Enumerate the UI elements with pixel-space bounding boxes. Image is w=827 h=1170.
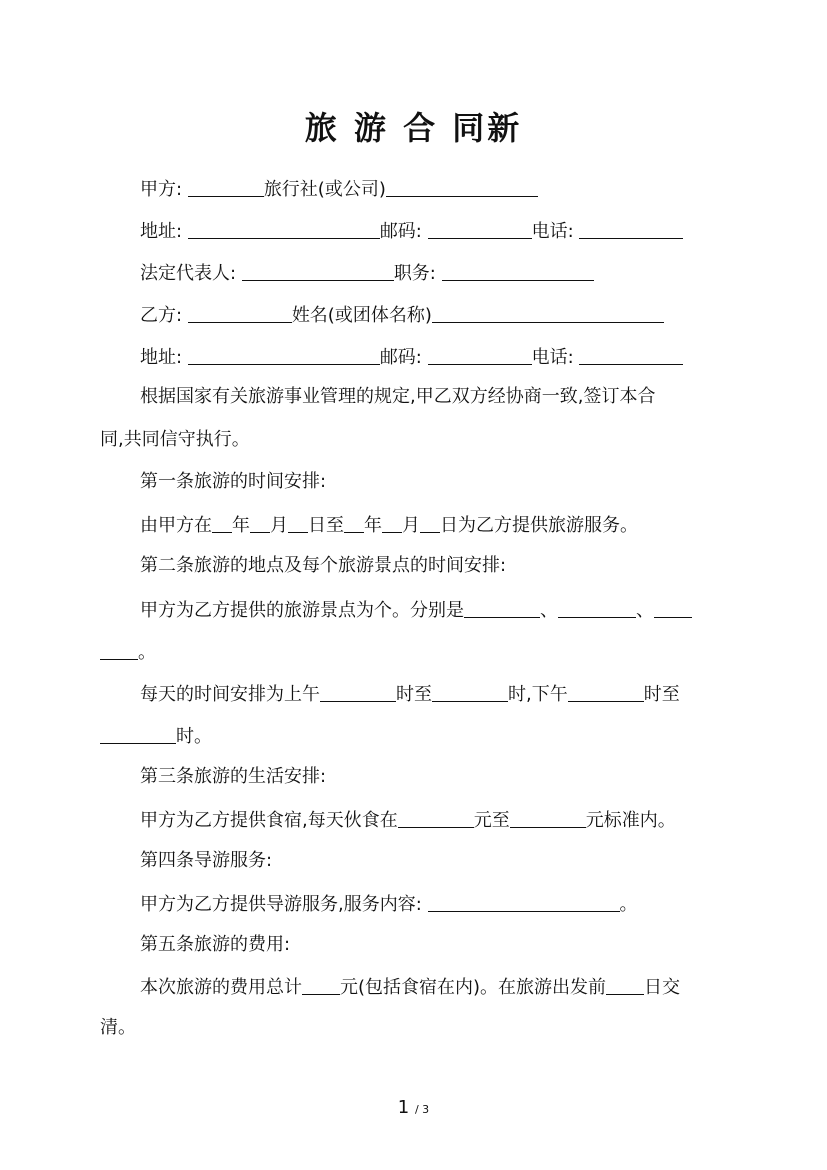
article-3-body: 甲方为乙方提供食宿,每天伙食在 元至 元标准内。 [140,807,723,833]
article-4-title: 第四条导游服务: [140,850,273,871]
total-pages: / 3 [414,1103,430,1116]
party-a-line: 甲方: 旅行社(或公司) [140,176,723,202]
current-page: 1 [397,1097,410,1118]
party-a-address-line: 地址: 邮码: 电话: [140,218,723,244]
intro-paragraph-line1: 根据国家有关旅游事业管理的规定,甲乙双方经协商一致,签订本合 [140,386,656,407]
article-2-time-line2: 时。 [100,723,723,749]
article-2-body-line2: 。 [100,639,723,665]
article-5-title: 第五条旅游的费用: [140,934,291,955]
article-2-time-line1: 每天的时间安排为上午 时至 时,下午 时至 [140,681,723,707]
intro-paragraph-line2: 同,共同信守执行。 [100,429,250,450]
article-3-title: 第三条旅游的生活安排: [140,766,327,787]
article-5-body-line2: 清。 [100,1017,136,1038]
article-2-title: 第二条旅游的地点及每个旅游景点的时间安排: [140,555,507,576]
article-4-body: 甲方为乙方提供导游服务,服务内容: 。 [140,891,723,917]
article-1-title: 第一条旅游的时间安排: [140,471,327,492]
party-b-line: 乙方: 姓名(或团体名称) [140,302,723,328]
page-title: 旅 游 合 同新 [304,109,523,147]
party-b-address-line: 地址: 邮码: 电话: [140,344,723,370]
article-2-body-line1: 甲方为乙方提供的旅游景点为个。分别是 、 、 [140,597,723,623]
article-5-body-line1: 本次旅游的费用总计 元(包括食宿在内)。在旅游出发前 日交 [140,974,723,1000]
article-1-body: 由甲方在 年 月 日至 年 月 日为乙方提供旅游服务。 [140,512,723,538]
page-number [0,1097,827,1118]
legal-rep-line: 法定代表人: 职务: [140,260,723,286]
